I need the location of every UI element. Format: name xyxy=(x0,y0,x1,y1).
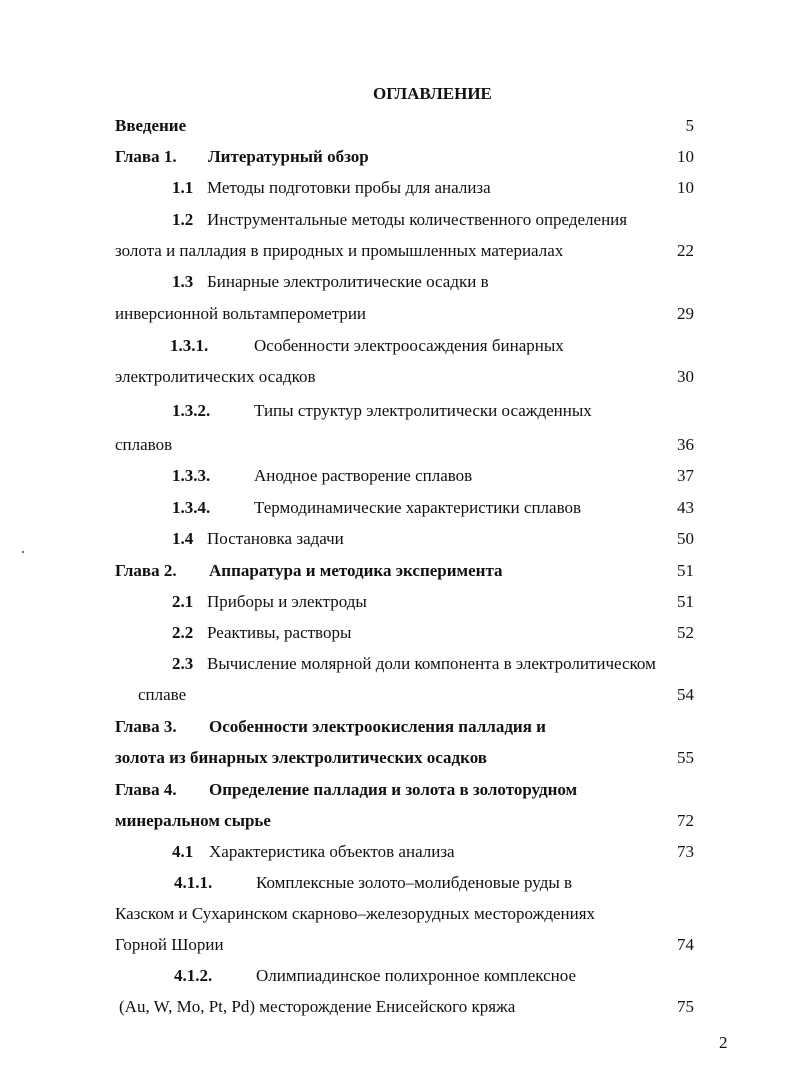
toc-section-number: 2.2 xyxy=(172,623,194,642)
toc-entry-page: 51 xyxy=(677,592,694,611)
toc-entry-label: Приборы и электроды xyxy=(207,592,367,611)
toc-entry-label-cont: сплаве xyxy=(138,685,187,704)
toc-entry-label: Постановка задачи xyxy=(207,529,344,548)
toc-entry-label: Анодное растворение сплавов xyxy=(254,466,473,485)
toc-entry-label-cont: минеральном сырье xyxy=(115,811,271,830)
toc-section-number: 1.4 xyxy=(172,529,194,548)
toc-entry-label: Реактивы, растворы xyxy=(207,623,352,642)
toc-section-number: 1.1 xyxy=(172,178,194,197)
toc-entry-label: Инструментальные методы количественного определения xyxy=(207,210,628,229)
toc-entry-label-cont: Горной Шории xyxy=(115,935,224,954)
toc-entry-label-cont: Казском и Сухаринском скарново–железорудных месторождениях xyxy=(115,904,596,923)
toc-entry-label: Типы структур электролитически осажденных xyxy=(254,401,592,420)
scan-speck xyxy=(22,551,24,553)
toc-entry-label-cont: сплавов xyxy=(115,435,173,454)
toc-entry-page: 10 xyxy=(677,178,694,197)
toc-section-number: 4.1 xyxy=(172,842,194,861)
page-number: 2 xyxy=(719,1033,728,1052)
toc-section-number: 1.3 xyxy=(172,272,194,291)
toc-entry-label: Определение палладия и золота в золоторудном xyxy=(209,780,578,799)
toc-entry-label: Термодинамические характеристики сплавов xyxy=(254,498,582,517)
toc-entry-label: Методы подготовки пробы для анализа xyxy=(207,178,491,197)
toc-entry-page: 29 xyxy=(677,304,694,323)
toc-subsection-number: 4.1.2. xyxy=(174,966,213,985)
toc-title: ОГЛАВЛЕНИЕ xyxy=(373,84,492,103)
toc-subsection-number: 1.3.3. xyxy=(172,466,211,485)
toc-entry-page: 75 xyxy=(677,997,694,1016)
toc-chapter-number: Глава 3. xyxy=(115,717,177,736)
toc-entry-page: 51 xyxy=(677,561,694,580)
toc-entry-label: Характеристика объектов анализа xyxy=(209,842,455,861)
toc-subsection-number: 1.3.4. xyxy=(172,498,211,517)
toc-entry-page: 30 xyxy=(677,367,694,386)
toc-entry-page: 55 xyxy=(677,748,694,767)
toc-chapter-number: Глава 2. xyxy=(115,561,177,580)
toc-subsection-number: 1.3.2. xyxy=(172,401,211,420)
toc-section-number: 1.2 xyxy=(172,210,194,229)
toc-chapter-number: Глава 4. xyxy=(115,780,177,799)
toc-entry-page: 10 xyxy=(677,147,694,166)
toc-entry-label: Особенности электроокисления палладия и xyxy=(209,717,546,736)
toc-entry-page: 36 xyxy=(677,435,694,454)
toc-entry-label: Олимпиадинское полихронное комплексное xyxy=(256,966,576,985)
toc-entry-label-cont: электролитических осадков xyxy=(115,367,316,386)
toc-section-number: 2.3 xyxy=(172,654,194,673)
toc-entry-page: 22 xyxy=(677,241,694,260)
toc-entry-label: Вычисление молярной доли компонента в электролитическом xyxy=(207,654,656,673)
toc-entry-page: 50 xyxy=(677,529,694,548)
toc-entry-page: 52 xyxy=(677,623,694,642)
toc-entry-label: Комплексные золото–молибденовые руды в xyxy=(256,873,573,892)
toc-entry-label-cont: золота и палладия в природных и промышленных материалах xyxy=(115,241,564,260)
toc-entry-label: Бинарные электролитические осадки в xyxy=(207,272,489,291)
toc-subsection-number: 1.3.1. xyxy=(170,336,209,355)
toc-section-number: 2.1 xyxy=(172,592,194,611)
toc-entry-label: Литературный обзор xyxy=(208,147,369,166)
toc-entry-page: 74 xyxy=(677,935,694,954)
toc-entry-page: 73 xyxy=(677,842,694,861)
toc-entry-label: Введение xyxy=(115,116,187,135)
toc-entry-page: 54 xyxy=(677,685,694,704)
toc-entry-label-cont: (Au, W, Mo, Pt, Pd) месторождение Енисейского кряжа xyxy=(119,997,516,1016)
toc-entry-page: 5 xyxy=(685,116,694,135)
toc-entry-page: 43 xyxy=(677,498,694,517)
toc-subsection-number: 4.1.1. xyxy=(174,873,213,892)
toc-entry-label-cont: золота из бинарных электролитических осадков xyxy=(115,748,487,767)
toc-chapter-number: Глава 1. xyxy=(115,147,177,166)
toc-entry-label: Аппаратура и методика эксперимента xyxy=(209,561,503,580)
toc-entry-page: 37 xyxy=(677,466,694,485)
toc-entry-page: 72 xyxy=(677,811,694,830)
toc-entry-label: Особенности электроосаждения бинарных xyxy=(254,336,564,355)
toc-entry-label-cont: инверсионной вольтамперометрии xyxy=(115,304,367,323)
